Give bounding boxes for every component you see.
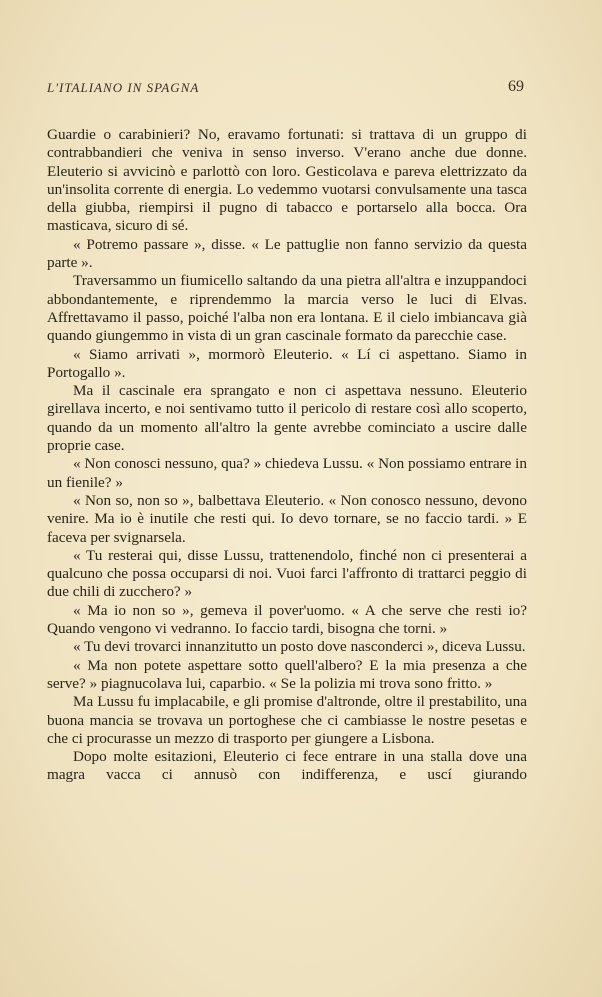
- paragraph: Guardie o carabinieri? No, eravamo fortunati: si trattava di un gruppo di contrabbandieri che veniva in senso inverso. V'erano anche due donne. Eleuterio si avvicinò e parlottò con loro. Gesticolava e pareva elettrizzato da un'insolita corrente di energia. Lo vedemmo vuotarsi convulsamente una tasca della giubba, riempirsi il pugno di tabacco e portarselo alla bocca. Ora masticava, sicuro di sé.: [47, 126, 527, 235]
- paragraph: Traversammo un fiumicello saltando da una pietra all'altra e inzuppandoci abbondantemente, e riprendemmo la marcia verso le luci di Elvas. Affrettavamo il passo, poiché l'alba non era lontana. E il cielo imbiancava già quando giungemmo in vista di un gran cascinale formato da parecchie case.: [47, 272, 527, 345]
- paragraph: « Non so, non so », balbettava Eleuterio. « Non conosco nessuno, devono venire. Ma io è inutile che resti qui. Io devo tornare, se no faccio tardi. » E faceva per svignarsela.: [47, 491, 527, 546]
- body-text: [47, 126, 527, 785]
- running-title: L'ITALIANO IN SPAGNA: [47, 80, 200, 95]
- paragraph: « Tu devi trovarci innanzitutto un posto dove nasconderci », diceva Lussu.: [73, 638, 526, 656]
- page-number: 69: [508, 78, 524, 95]
- paragraph: « Non conosci nessuno, qua? » chiedeva Lussu. « Non possiamo entrare in un fienile? »: [47, 455, 527, 491]
- paragraph: « Potremo passare », disse. « Le pattuglie non fanno servizio da questa parte ».: [47, 235, 527, 272]
- paragraph: « Ma io non so », gemeva il pover'uomo. « A che serve che resti io? Quando vengono vi vedranno. Io faccio tardi, bisogna che torni. »: [47, 601, 527, 638]
- paragraph: Ma il cascinale era sprangato e non ci aspettava nessuno. Eleuterio girellava incerto, e noi sentivamo tutto il pericolo di restare così allo scoperto, quando da un momento all'altro la gente avrebbe cominciato a uscire dalle proprie case.: [47, 382, 527, 455]
- paragraph: Dopo molte esitazioni, Eleuterio ci fece entrare in una stalla dove una magra vacca ci annusò con indifferenza, e uscí giurando: [47, 748, 527, 784]
- paragraph: « Siamo arrivati », mormorò Eleuterio. « Lí ci aspettano. Siamo in Portogallo ».: [47, 345, 527, 381]
- paragraph: « Tu resterai qui, disse Lussu, trattenendolo, finché non ci presenterai a qualcuno che possa occuparsi di noi. Vuoi farci l'affronto di trattarci peggio di due chili di zucchero? »: [47, 546, 527, 601]
- paragraph: « Ma non potete aspettare sotto quell'albero? E la mia presenza a che serve? » piagnucolava lui, caparbio. « Se la polizia mi trova sono fritto. »: [47, 656, 527, 692]
- paragraph: Ma Lussu fu implacabile, e gli promise d'altronde, oltre il prestabilito, una buona mancia se trovava un portoghese che ci cambiasse le nostre pesetas e che ci procurasse un mezzo di trasporto per giungere a Lisbona.: [47, 693, 527, 747]
